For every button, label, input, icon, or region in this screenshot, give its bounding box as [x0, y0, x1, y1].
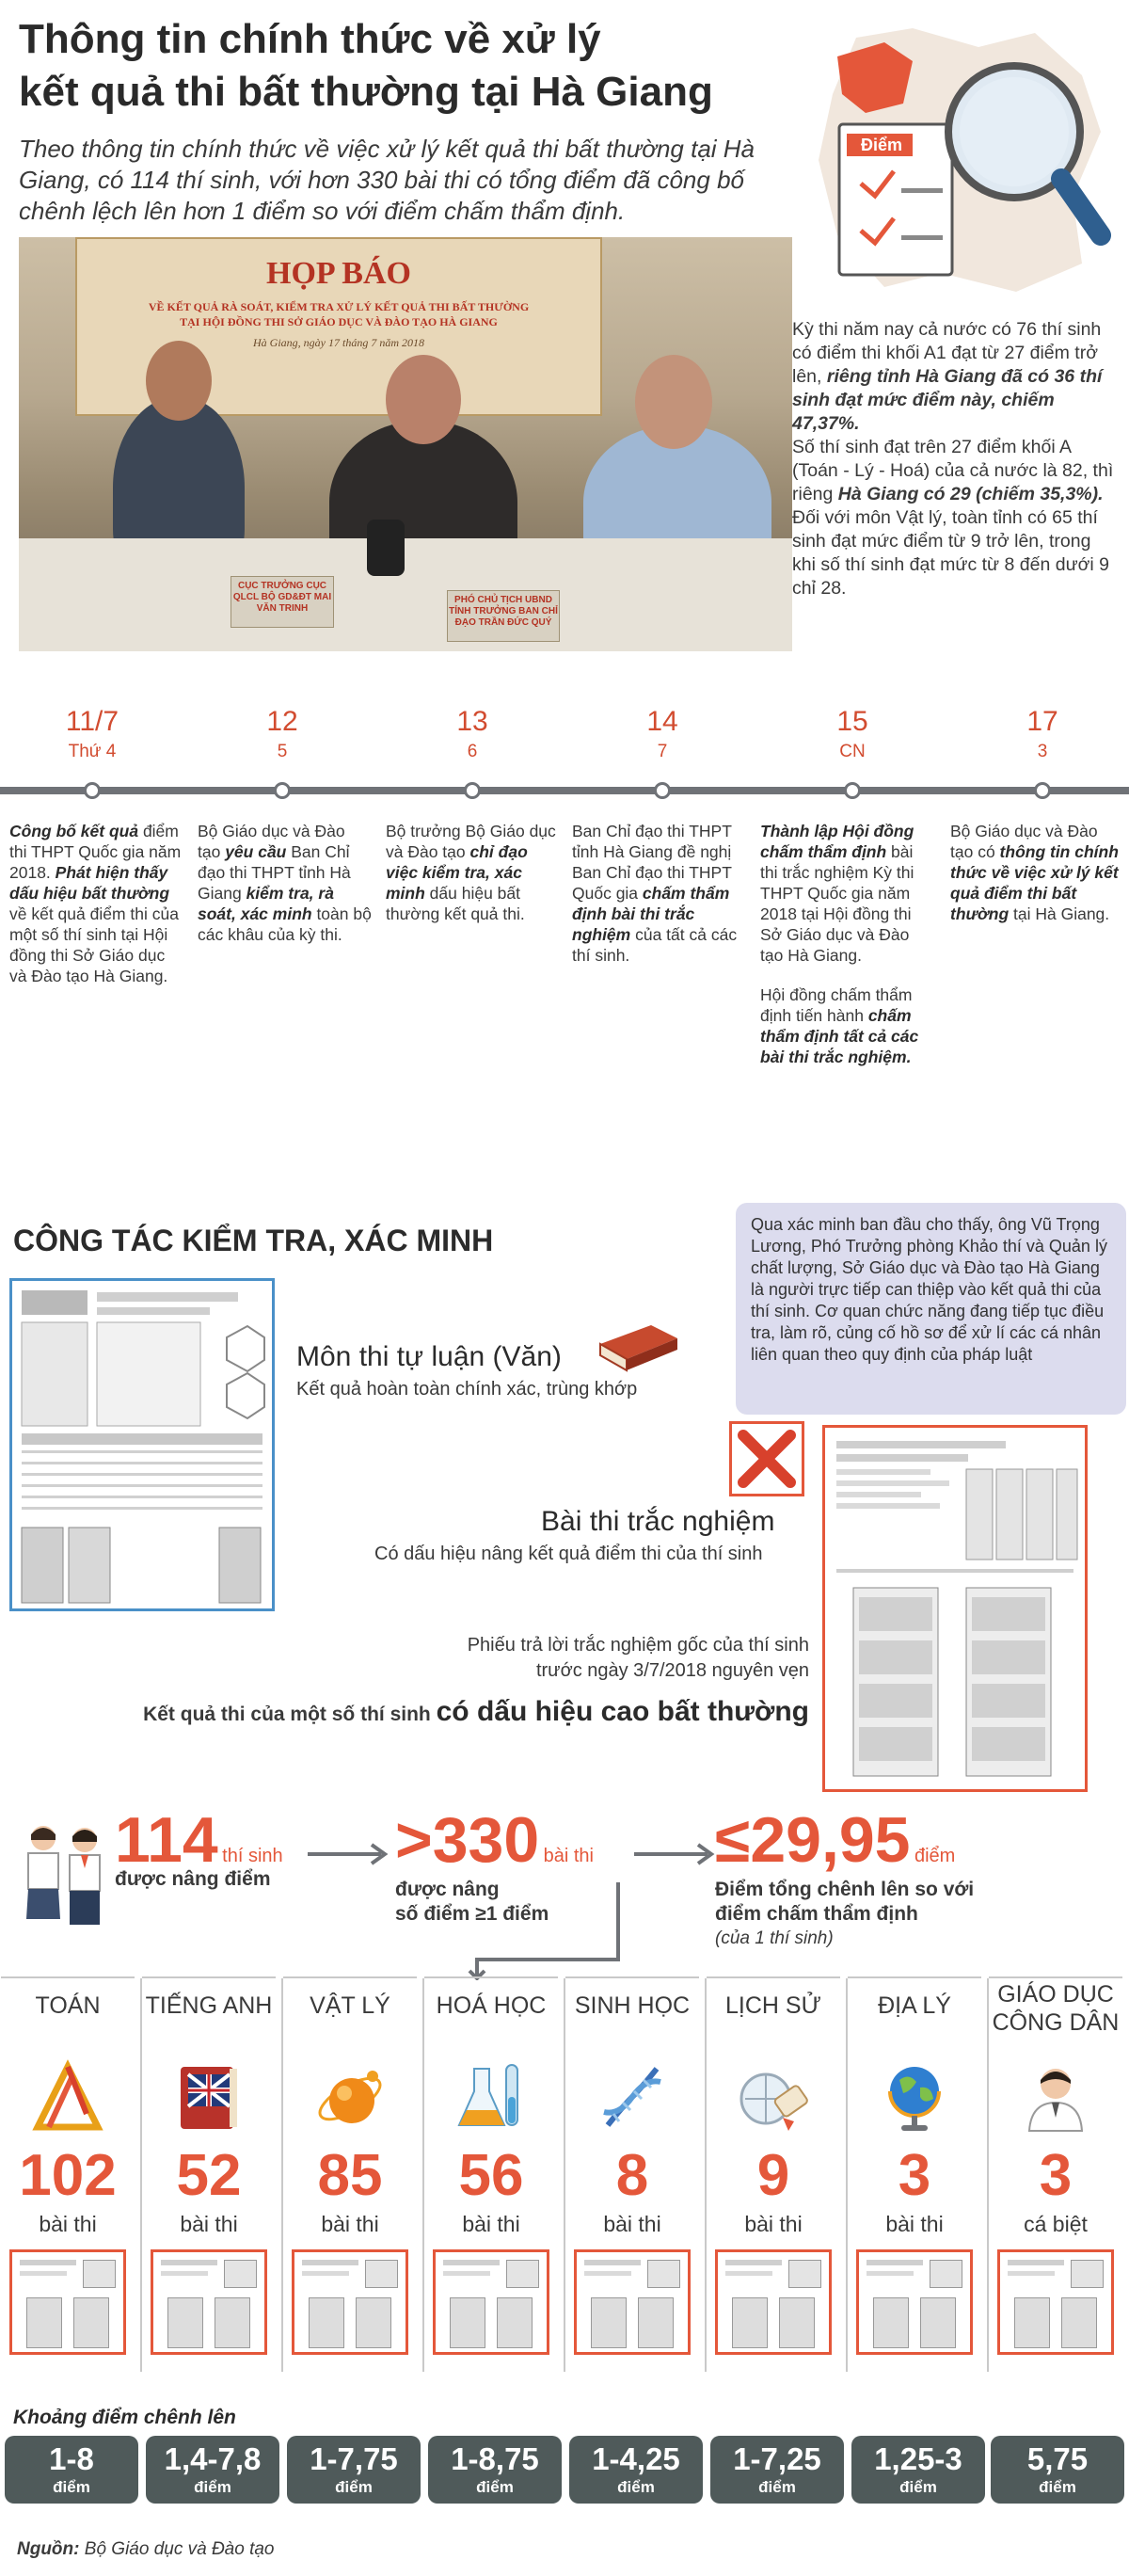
citizen-icon — [1018, 2059, 1093, 2135]
original-sheet-note: Phiếu trả lời trắc nghiệm gốc của thí sinh trước ngày 3/7/2018 nguyên vẹn — [467, 1635, 809, 1681]
range-box: 1-7,25 điểm — [710, 2436, 844, 2504]
english-book-icon — [171, 2059, 246, 2135]
connector-arrow-icon — [466, 1948, 488, 1980]
arrow-right-icon — [306, 1840, 390, 1868]
timeline-event-2: Bộ Giáo dục và Đào tạo yêu cầu Ban Chỉ đạo thi THPT tỉnh Hà Giang kiểm tra, rà soát, xác minh toàn bộ các khâu của kỳ thi. — [198, 822, 372, 944]
subject-unit: bài thi — [744, 2212, 803, 2236]
score-badge: Điểm — [860, 136, 902, 154]
subject-unit: cá biệt — [1024, 2212, 1088, 2236]
range-label: Khoảng điểm chênh lên — [13, 2407, 236, 2428]
timeline-day: 14 — [646, 706, 678, 737]
timeline-event-1: Công bố kết quả điểm thi THPT Quốc gia năm 2018. Phát hiện thấy dấu hiệu bất thường về kết quả điểm thi của một số thí sinh tại Hội đồng thi Sở Giáo dục và Đào tạo Hà Giang. — [9, 822, 182, 985]
stat-points-desc: Điểm tổng chênh lên so với điểm chấm thẩm định (của 1 thí sinh) — [715, 1879, 975, 1948]
subject-count: 9 — [756, 2143, 790, 2208]
essay-desc: Kết quả hoàn toàn chính xác, trùng khớp — [296, 1379, 638, 1400]
nameplate-center: PHÓ CHỦ TỊCH UBND TỈNH TRƯỞNG BAN CHỈ ĐẠO TRẦN ĐỨC QUÝ — [447, 590, 560, 642]
source-credit: Nguồn: Bộ Giáo dục và Đào tạo — [17, 2539, 275, 2559]
person-center-head — [386, 355, 461, 444]
subject-unit: bài thi — [39, 2212, 97, 2236]
timeline-dot — [274, 782, 291, 799]
verification-callout: Qua xác minh ban đầu cho thấy, ông Vũ Trọng Lương, Phó Trưởng phòng Khảo thí và Quản lý chất lượng, Sở Giáo dục và Đào tạo Hà Giang là người trực tiếp can thiệp vào kết quả thi của thí sinh. Cơ quan chức năng đang tiếp tục điều tra, làm rõ, củng cố hồ sơ để xử lí các cá nhân liên quan theo quy định của pháp luật — [736, 1203, 1126, 1415]
timeline-weekday: 7 — [657, 742, 668, 761]
subject-count: 3 — [898, 2143, 931, 2208]
section-title: CÔNG TÁC KIỂM TRA, XÁC MINH — [13, 1224, 494, 1257]
timeline-event-6: Bộ Giáo dục và Đào tạo có thông tin chính thức về việc xử lý kết quả điểm thi bất thường tại Hà Giang. — [950, 822, 1119, 923]
scroll-globe-icon — [736, 2059, 811, 2135]
essay-title: Môn thi tự luận (Văn) — [296, 1341, 562, 1372]
connector-line — [475, 1958, 620, 1961]
timeline-weekday: CN — [839, 742, 866, 761]
subject-unit: bài thi — [462, 2212, 520, 2236]
range-box: 1,25-3 điểm — [851, 2436, 985, 2504]
mini-sheet-icon — [433, 2249, 549, 2355]
timeline-dot — [654, 782, 671, 799]
essay-sheet-illustration — [9, 1278, 275, 1611]
exam-paper-icon — [12, 1281, 272, 1608]
lead-paragraph: Theo thông tin chính thức về việc xử lý kết quả thi bất thường tại Hà Giang, có 114 thí sinh, với hơn 330 bài thi có tổng điểm đã công bố chênh lệch lên hơn 1 điểm so với điểm chấm thẩm định. — [19, 135, 755, 225]
subject-count: 8 — [615, 2143, 649, 2208]
stat-exams-desc: được nâng số điểm ≥1 điểm — [395, 1879, 549, 1925]
timeline-day: 11/7 — [65, 706, 119, 737]
range-box: 5,75 điểm — [991, 2436, 1124, 2504]
subject-column — [283, 1976, 417, 2504]
press-backdrop: HỌP BÁO VỀ KẾT QUẢ RÀ SOÁT, KIỂM TRA XỬ LÝ KẾT QUẢ THI BẤT THƯỜNG TẠI HỘI ĐỒNG THI SỞ GIÁO DỤC VÀ ĐÀO TẠO HÀ GIANG Hà Giang, ngày 17 tháng 7 năm 2018 — [75, 237, 602, 416]
subject-name: GIÁO DỤC CÔNG DÂN — [992, 1981, 1120, 2036]
range-box: 1-4,25 điểm — [569, 2436, 703, 2504]
flask-icon — [453, 2059, 529, 2135]
range-box: 1,4-7,8 điểm — [146, 2436, 279, 2504]
answer-sheet-icon — [825, 1428, 1085, 1789]
press-conference-photo — [19, 237, 792, 651]
mini-sheet-icon — [574, 2249, 691, 2355]
mini-sheet-icon — [292, 2249, 408, 2355]
subject-name: SINH HỌC — [574, 1992, 691, 2019]
stat-points: ≤29,95 điểm — [715, 1804, 956, 1876]
timeline-dot — [1034, 782, 1051, 799]
subject-column — [565, 1976, 699, 2504]
mc-title: Bài thi trắc nghiệm — [541, 1506, 775, 1537]
range-box: 1-8,75 điểm — [428, 2436, 562, 2504]
book-icon — [593, 1318, 682, 1374]
timeline-day: 15 — [836, 706, 868, 737]
subject-name: TOÁN — [35, 1992, 101, 2019]
range-box: 1-7,75 điểm — [287, 2436, 421, 2504]
subject-unit: bài thi — [180, 2212, 238, 2236]
side-statistics-text: Kỳ thi năm nay cả nước có 76 thí sinh có điểm thi khối A1 đạt từ 27 điểm trở lên, riêng tỉnh Hà Giang đã có 36 thí sinh đạt mức điểm này, chiếm 47,37%. Số thí sinh đạt trên 27 điểm khối A (Toán - Lý - Hoá) của cả nước là 82, thì riêng Hà Giang có 29 (chiếm 35,3%). Đối với môn Vật lý, toàn tỉnh có 65 thí sinh đạt mức điểm từ 9 trở lên, trong khi số thí sinh đạt mức từ 8 đến dưới 9 chỉ 28. — [792, 319, 1114, 599]
timeline-event-4: Ban Chỉ đạo thi THPT tỉnh Hà Giang đề nghị Ban Chỉ đạo thi THPT Quốc gia chấm thẩm định bài thi trắc nghiệm của tất cả các thí sinh. — [572, 822, 738, 965]
globe-icon — [877, 2059, 952, 2135]
subject-column — [707, 1976, 840, 2504]
stat-exams: >330 bài thi — [395, 1804, 594, 1876]
subject-name: TIẾNG ANH — [145, 1992, 273, 2019]
subject-column — [848, 1976, 981, 2504]
subject-unit: bài thi — [321, 2212, 379, 2236]
timeline-day: 17 — [1026, 706, 1058, 737]
person-left-head — [146, 341, 212, 421]
dna-icon — [595, 2059, 670, 2135]
students-icon — [17, 1821, 111, 1934]
result-highlight: Kết quả thi của một số thí sinh có dấu hiệu cao bất thường — [143, 1696, 809, 1727]
subject-unit: bài thi — [885, 2212, 944, 2236]
timeline-weekday: 5 — [277, 742, 288, 761]
timeline-day: 12 — [266, 706, 298, 737]
mini-sheet-icon — [9, 2249, 126, 2355]
subject-count: 102 — [19, 2143, 117, 2208]
mc-desc: Có dấu hiệu nâng kết quả điểm thi của thí sinh — [374, 1544, 763, 1564]
timeline-weekday: Thứ 4 — [68, 742, 117, 761]
map-document-magnifier-icon — [800, 19, 1124, 301]
atom-icon — [312, 2059, 388, 2135]
subject-count: 52 — [176, 2143, 242, 2208]
subject-count: 85 — [317, 2143, 383, 2208]
subject-name: VẬT LÝ — [310, 1992, 390, 2019]
subject-name: HOÁ HỌC — [436, 1992, 547, 2019]
timeline-weekday: 3 — [1037, 742, 1048, 761]
subject-column — [989, 1976, 1122, 2504]
microphone — [367, 520, 405, 576]
range-box: 1-8 điểm — [5, 2436, 138, 2504]
timeline-weekday: 6 — [467, 742, 478, 761]
timeline-dot — [844, 782, 861, 799]
arrow-right-icon — [632, 1840, 717, 1868]
timeline-dot — [84, 782, 101, 799]
timeline-dot — [464, 782, 481, 799]
person-right-head — [635, 355, 712, 449]
stat-students: 114 thí sinh — [115, 1804, 283, 1876]
mini-sheet-icon — [856, 2249, 973, 2355]
timeline-day: 13 — [456, 706, 488, 737]
subject-name: ĐỊA LÝ — [878, 1992, 951, 2019]
mini-sheet-icon — [151, 2249, 267, 2355]
subject-count: 3 — [1039, 2143, 1073, 2208]
connector-line — [616, 1882, 620, 1960]
cross-icon — [729, 1421, 804, 1496]
subject-column — [424, 1976, 558, 2504]
mini-sheet-icon — [997, 2249, 1114, 2355]
header-illustration — [800, 19, 1124, 301]
conference-table — [19, 538, 792, 651]
ruler-compass-icon — [30, 2059, 105, 2135]
timeline-line — [0, 787, 1129, 794]
mini-sheet-icon — [715, 2249, 832, 2355]
subject-name: LỊCH SỬ — [725, 1992, 821, 2019]
nameplate-left: CỤC TRƯỞNG CỤC QLCL BỘ GD&ĐT MAI VĂN TRINH — [231, 576, 334, 628]
page-title: Thông tin chính thức về xử lý kết quả thi bất thường tại Hà Giang — [19, 16, 713, 115]
answer-sheet-illustration — [822, 1425, 1088, 1792]
timeline-event-5: Thành lập Hội đồng chấm thẩm định bài thi trắc nghiệm Kỳ thi THPT Quốc gia năm 2018 tại Hội đồng thi Sở Giáo dục và Đào tạo Hà Giang. Hội đồng chấm thẩm định tiến hành chấm thẩm định tất cả các bài thi trắc nghiệm. — [760, 822, 919, 1066]
stat-students-desc: được nâng điểm — [115, 1868, 271, 1890]
subject-count: 56 — [458, 2143, 524, 2208]
timeline-event-3: Bộ trưởng Bộ Giáo dục và Đào tạo chỉ đạo việc kiểm tra, xác minh dấu hiệu bất thường kết quả thi. — [386, 822, 556, 923]
subject-unit: bài thi — [603, 2212, 661, 2236]
